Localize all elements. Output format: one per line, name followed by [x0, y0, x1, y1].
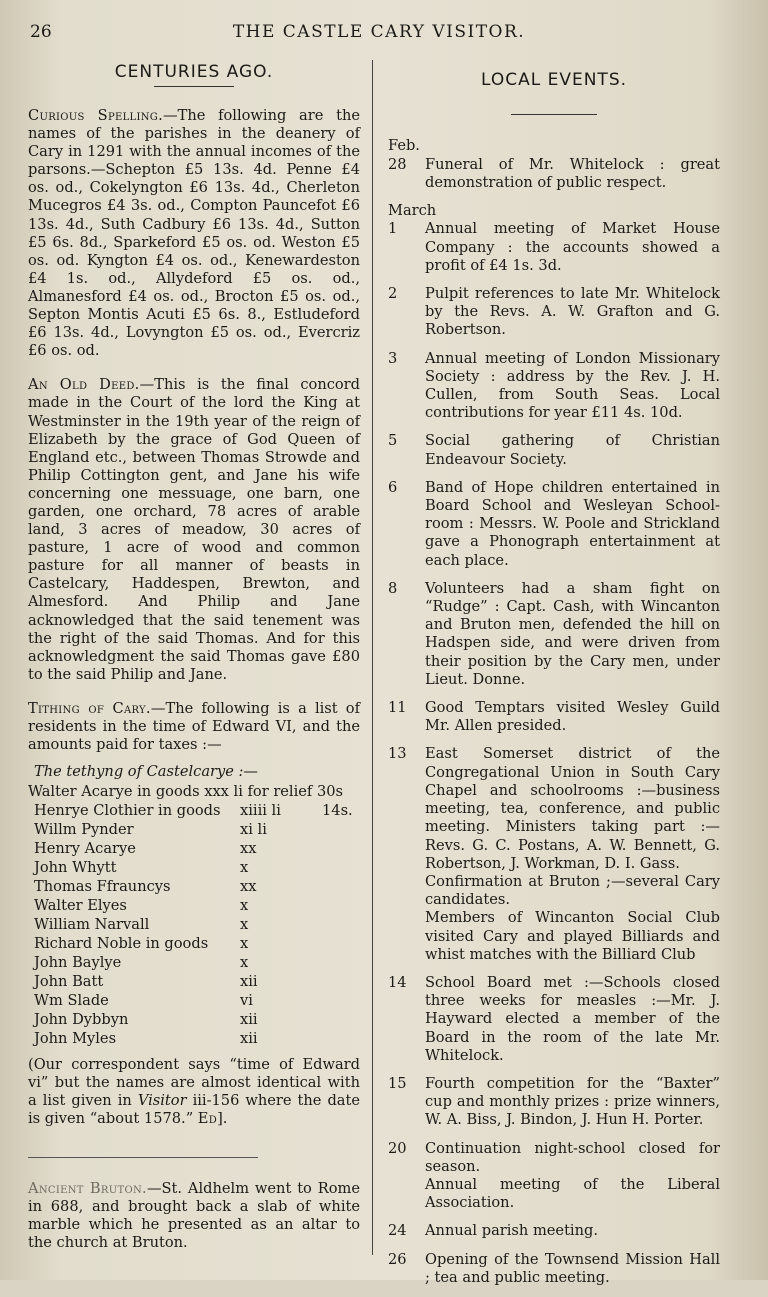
- title-rule-right: [511, 114, 597, 115]
- event-text: Confirmation at Bruton ;—several Cary candidates.: [425, 872, 720, 909]
- event-item: [388, 350, 720, 423]
- event-day: 24: [388, 1222, 407, 1240]
- event-text: East Somerset district of the Congregational Union in South Cary Chapel and schoolrooms :—business meeting, tea, conference, and public meeting. Ministers taking part :— Revs. G. C. Postans, A. W. Bennett, G. Robertson, J. Workman, D. I. Gass.: [425, 745, 720, 872]
- correspondent-note: [28, 1056, 360, 1128]
- event-item: [388, 479, 720, 570]
- resident-name: John Batt: [34, 973, 104, 991]
- tithing-row: [28, 896, 360, 915]
- tithing-row: [28, 953, 360, 972]
- curious-spelling-lead: Curious Spelling.: [28, 107, 164, 124]
- resident-amount: vi: [240, 992, 253, 1010]
- event-day: 1: [388, 220, 398, 238]
- resident-amount: xiiii li: [240, 802, 281, 820]
- page-header: [30, 22, 728, 46]
- event-item: [388, 1140, 720, 1213]
- resident-name: John Whytt: [34, 859, 117, 877]
- curious-spelling-text: —The following are the names of the parishes in the deanery of Cary in 1291 with the annual incomes of the parsons.—Schepton £5 13s. 4d. Penne £4 os. od., Cokelyngton £6 13s. 4d., Cherleton Mucegros £4 3s. od., Compton Pauncefot £6 13s. 4d., Suth Cadbury £6 13s. 4d., Sutton £5 6s. 8d., Sparkeford £5 os. od. Weston £5 os. od. Kyngton £4 os. od., Kenewardeston £4 1s. od., Allydeford £5 os. od., Almanesford £4 os. od., Brocton £5 os. od., Septon Montis Acuti £5 6s. 8., Estludeford £6 13s. 4d., Lovyngton £5 os. od., Evercriz £6 os. od.: [28, 107, 360, 360]
- event-text: Continuation night-school closed for season.: [425, 1139, 720, 1175]
- tithing-row: [28, 801, 360, 820]
- event-text: Volunteers had a sham fight on “Rudge” : Capt. Cash, with Wincanton and Bruton men, defended the hill on Hadspen side, and were driven from their position by the Cary men, under Lieut. Donne.: [425, 579, 720, 688]
- month-feb: Feb.: [388, 137, 420, 154]
- resident-name: Henrye Clothier in goods: [34, 802, 221, 820]
- resident-amount: x: [240, 897, 249, 915]
- left-column: [28, 62, 360, 1268]
- column-divider: [372, 60, 373, 1255]
- tithing-row: [28, 820, 360, 839]
- event-day: 13: [388, 745, 407, 763]
- event-text: Annual parish meeting.: [425, 1222, 598, 1240]
- resident-name: Thomas Ffrauncys: [34, 878, 171, 896]
- note-end: ].: [217, 1110, 228, 1128]
- event-text: Good Temptars visited Wesley Guild Mr. Allen presided.: [425, 699, 720, 735]
- note-ed: Ed: [197, 1110, 218, 1128]
- resident-name: Wm Slade: [34, 992, 109, 1010]
- resident-name: John Baylye: [34, 954, 122, 972]
- old-deed-paragraph: [28, 376, 360, 684]
- event-day: 8: [388, 579, 398, 597]
- event-text: Members of Wincanton Social Club visited Cary and played Billiards and whist matches with the Billiard Club: [425, 909, 720, 963]
- resident-amount: xx: [240, 840, 257, 858]
- resident-amount: x: [240, 954, 249, 972]
- event-day: 15: [388, 1074, 407, 1092]
- resident-name: Henry Acarye: [34, 840, 136, 858]
- tithing-row: [28, 1010, 360, 1029]
- old-deed-lead: An Old Deed.: [28, 376, 140, 394]
- resident-name: William Narvall: [34, 916, 150, 934]
- event-item: [388, 156, 720, 192]
- ancient-bruton-paragraph: [28, 1180, 360, 1252]
- resident-name: John Dybbyn: [34, 1011, 129, 1029]
- event-day: 6: [388, 478, 398, 496]
- event-text: Band of Hope children entertained in Board School and Wesleyan School-room : Messrs. W. Poole and Strickland gave a Phonograph entertainment at each place.: [425, 478, 720, 569]
- note-text-a: (Our correspondent says “time of Edward vi” but the names are almost identical with a list given in: [28, 1056, 360, 1110]
- resident-amount: xii: [240, 1030, 258, 1048]
- event-text: Funeral of Mr. Whitelock : great demonstration of public respect.: [425, 155, 720, 191]
- ancient-bruton-lead: Ancient Bruton.: [28, 1179, 147, 1197]
- event-text: Fourth competition for the “Baxter” cup and monthly prizes : prize winners, W. A. Biss, J. Bindon, J. Hun H. Porter.: [425, 1074, 720, 1129]
- ancient-bruton-text: —St. Aldhelm went to Rome in 688, and brought back a slab of white marble which he presented as an altar to the church at Bruton.: [28, 1179, 360, 1251]
- march-events: [388, 220, 720, 1287]
- event-text: Annual meeting of the Liberal Association.: [425, 1175, 720, 1212]
- event-item: [388, 699, 720, 735]
- tithing-first-row: Walter Acarye in goods xxx li for relief 30s: [28, 783, 344, 801]
- tithing-heading: The tethyng of Castelcarye :—: [34, 763, 259, 781]
- event-text: Annual meeting of London Missionary Society : address by the Rev. J. H. Cullen, from South Seas. Local contributions for year £11 4s. 10d.: [425, 349, 720, 422]
- resident-name: Walter Elyes: [34, 897, 127, 915]
- event-item: [388, 974, 720, 1065]
- tithing-row: [28, 991, 360, 1010]
- tithing-lead: Tithing of Cary.: [28, 699, 151, 717]
- right-column: [388, 62, 720, 1297]
- feb-events: [388, 156, 720, 192]
- tithing-row: [28, 858, 360, 877]
- resident-name: Willm Pynder: [34, 821, 134, 839]
- resident-name: Richard Noble in goods: [34, 935, 209, 953]
- resident-amount: xx: [240, 878, 257, 896]
- running-title: THE CASTLE CARY VISITOR.: [232, 22, 526, 42]
- resident-extra: 14s.: [322, 802, 353, 820]
- event-item: [388, 432, 720, 468]
- event-item: [388, 1075, 720, 1130]
- centuries-ago-title: CENTURIES AGO.: [114, 62, 274, 82]
- event-text: Pulpit references to late Mr. Whitelock by the Revs. A. W. Grafton and G. Robertson.: [425, 285, 720, 339]
- resident-amount: x: [240, 916, 249, 934]
- event-day: 26: [388, 1250, 407, 1268]
- event-text: Opening of the Townsend Mission Hall ; tea and public meeting.: [425, 1250, 720, 1286]
- event-day: 5: [388, 432, 398, 450]
- event-day: 2: [388, 285, 398, 303]
- page-number: 26: [30, 22, 52, 42]
- event-text: Social gathering of Christian Endeavour Society.: [425, 432, 720, 468]
- section-separator: [28, 1157, 258, 1158]
- resident-amount: x: [240, 935, 249, 953]
- event-day: 28: [388, 155, 407, 173]
- tithing-list: [28, 762, 360, 1048]
- tithing-row: [28, 839, 360, 858]
- resident-amount: xii: [240, 973, 258, 991]
- tithing-text: —The following is a list of residents in the time of Edward VI, and the amounts paid for taxes :—: [28, 699, 360, 754]
- event-day: 11: [388, 699, 407, 717]
- event-text: Annual meeting of Market House Company : the accounts showed a profit of £4 1s. 3d.: [425, 220, 720, 274]
- event-day: 14: [388, 973, 407, 991]
- event-item: [388, 745, 720, 963]
- title-rule: [154, 86, 234, 87]
- tithing-rows: [28, 801, 360, 1048]
- event-item: [388, 220, 720, 275]
- event-item: [388, 1251, 720, 1287]
- note-italic: Visitor: [137, 1092, 187, 1110]
- event-item: [388, 285, 720, 340]
- event-item: [388, 580, 720, 689]
- event-text: School Board met :—Schools closed three weeks for measles :—Mr. J. Hayward elected a member of the Board in the room of the late Mr. Whitelock.: [425, 973, 720, 1064]
- tithing-row: [28, 934, 360, 953]
- resident-amount: xi li: [240, 821, 267, 839]
- event-day: 20: [388, 1139, 407, 1157]
- old-deed-text: —This is the final concord made in the Court of the lord the King at Westminster in the 19th year of the reign of Elizabeth by the grace of God Queen of England etc., between Thomas Strowde and Philip Cottington gent, and Jane his wife concerning one messuage, one barn, one garden, one orchard, 78 acres of arable land, 3 acres of meadow, 30 acres of pasture, 1 acre of wood and common pasture for all manner of beasts in Castelcary, Haddespen, Brewton, and Almesford. And Philip and Jane acknowledged that the said tenement was the right of the said Thomas. And for this acknowledgment the said Thomas gave £80 to the said Philip and Jane.: [28, 376, 360, 683]
- tithing-row: [28, 915, 360, 934]
- local-events-title: LOCAL EVENTS.: [480, 70, 628, 90]
- tithing-row: [28, 877, 360, 896]
- tithing-row: [28, 972, 360, 991]
- resident-name: John Myles: [34, 1030, 117, 1048]
- curious-spelling-paragraph: [28, 107, 360, 360]
- event-item: [388, 1222, 720, 1240]
- month-march: March: [388, 201, 437, 219]
- tithing-row: [28, 1029, 360, 1048]
- resident-amount: x: [240, 859, 249, 877]
- event-day: 3: [388, 349, 398, 367]
- tithing-paragraph: [28, 700, 360, 754]
- resident-amount: xii: [240, 1011, 258, 1029]
- note-text-b: iii-156 where the date is given “about 1578.”: [28, 1092, 360, 1128]
